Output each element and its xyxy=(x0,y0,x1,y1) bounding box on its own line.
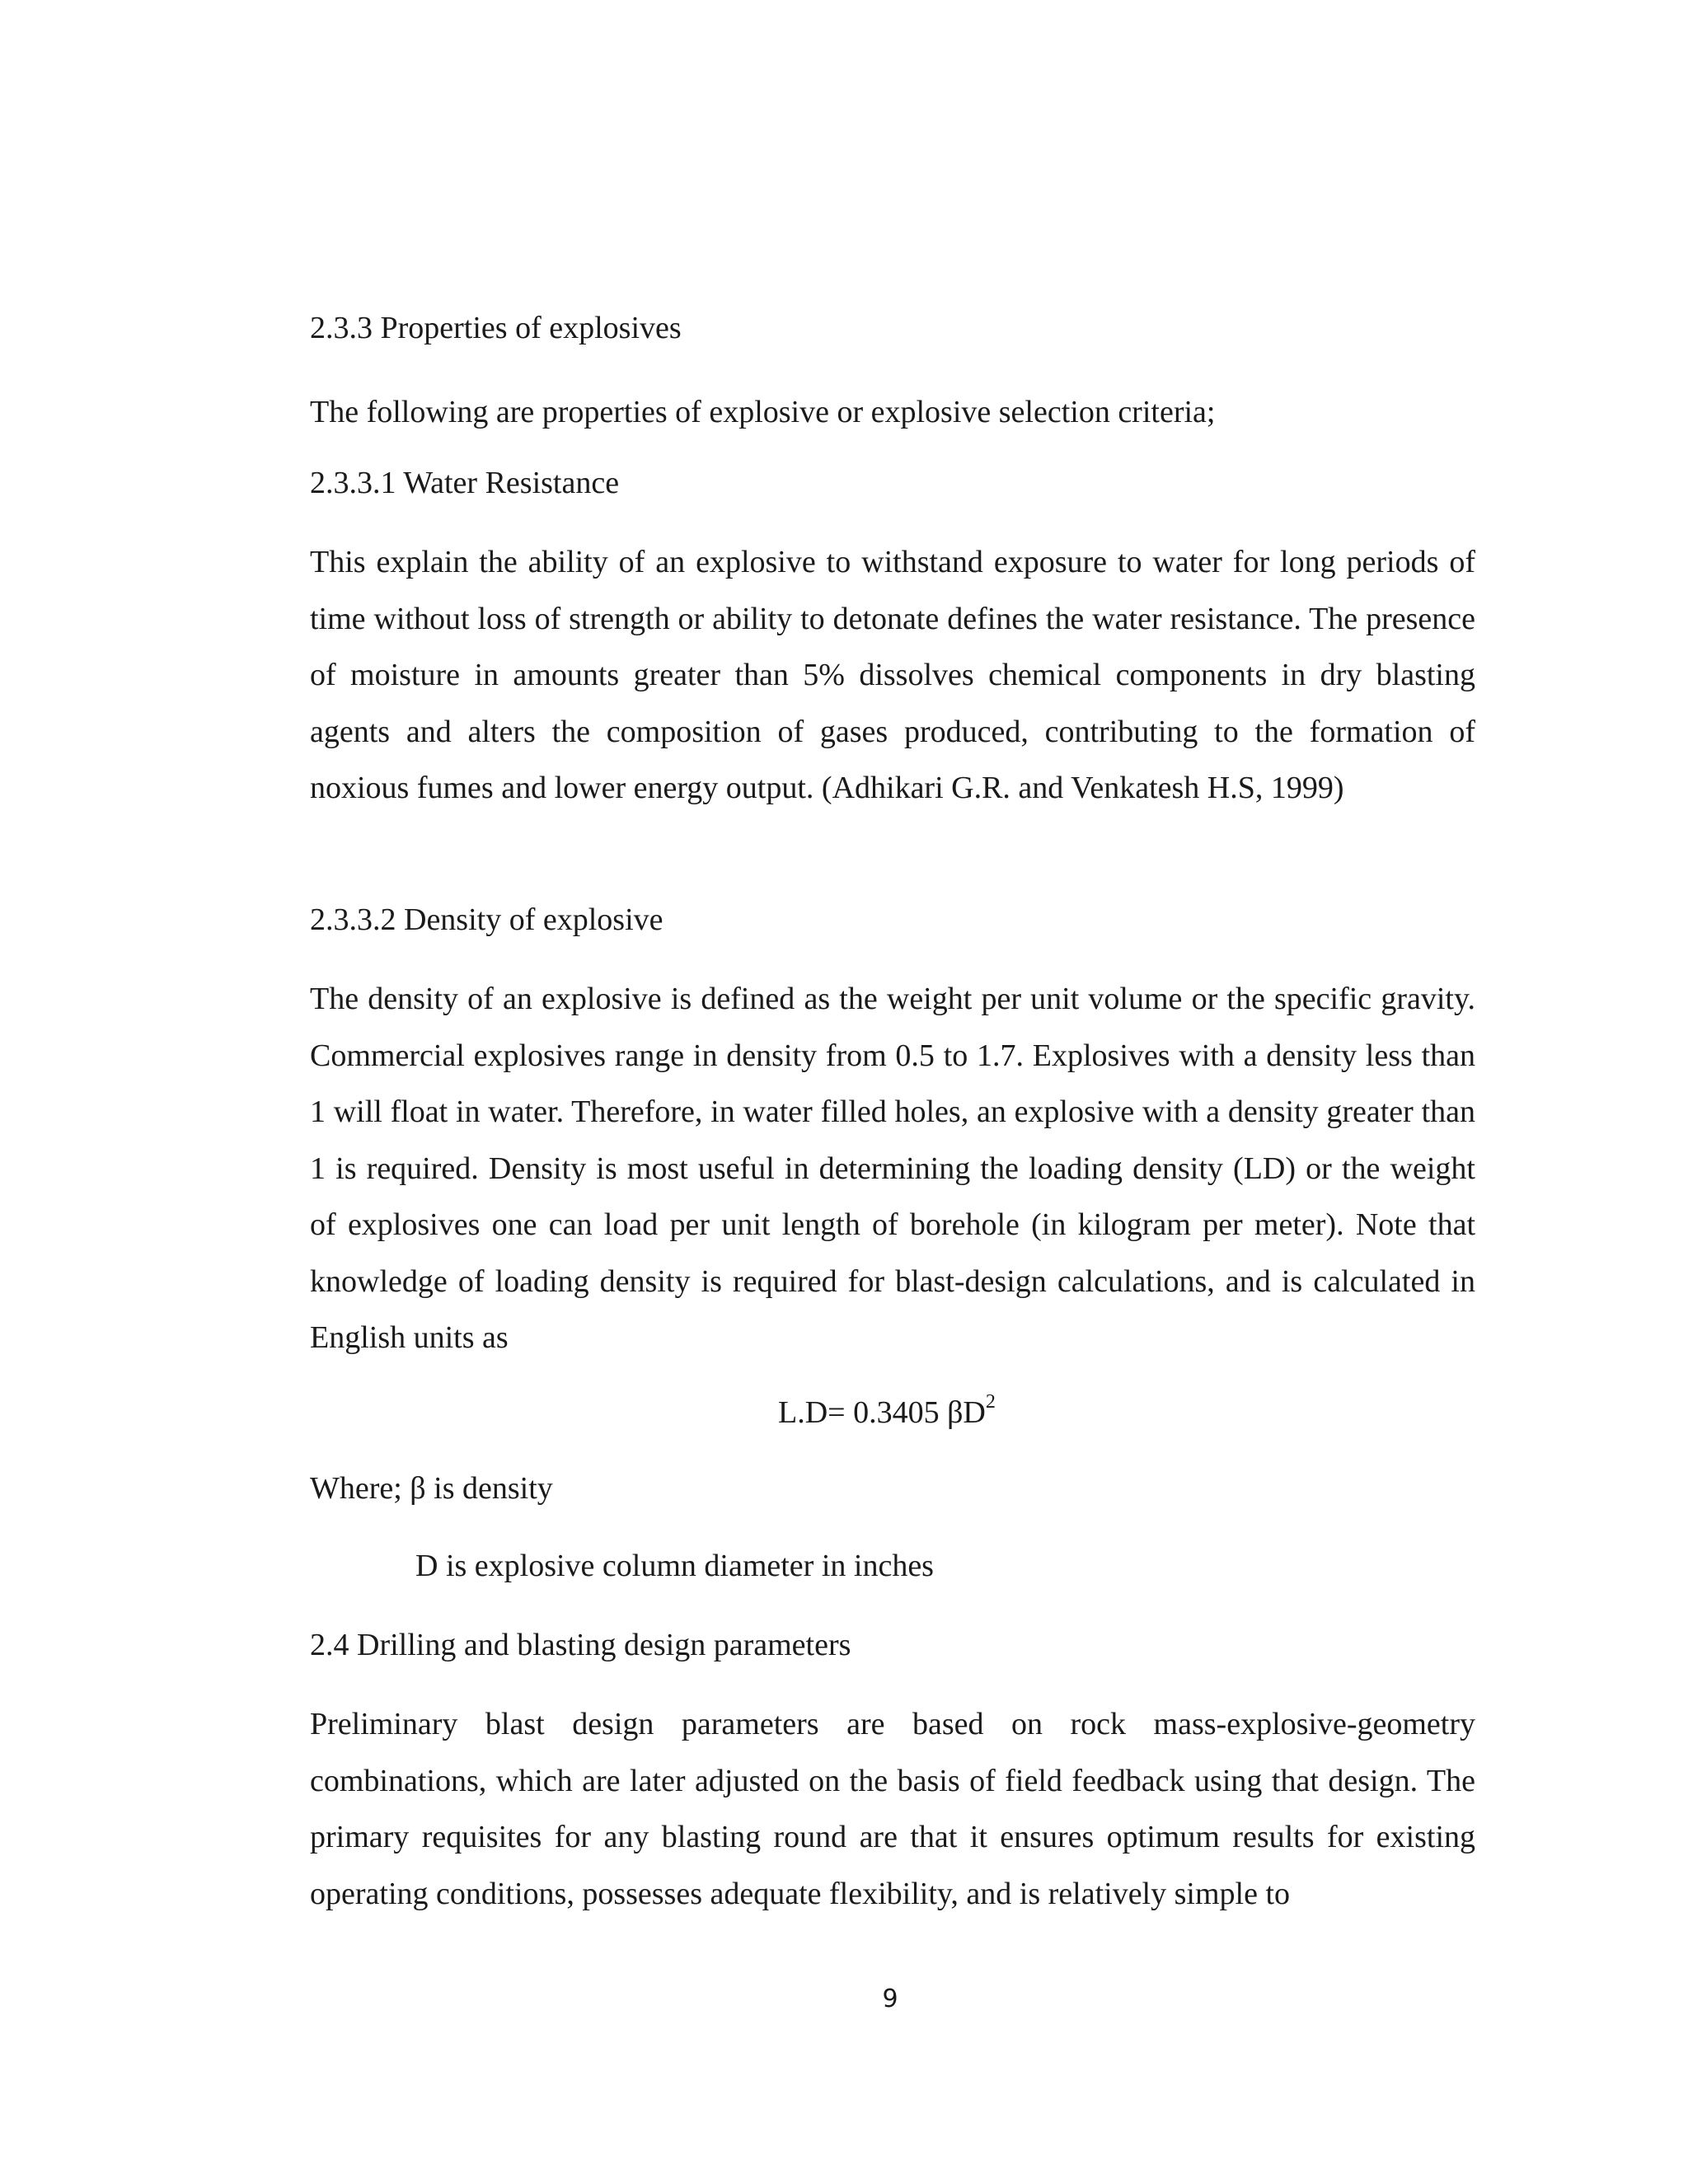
formula-exponent: 2 xyxy=(985,1391,996,1413)
section-heading-2-3-3-1: 2.3.3.1 Water Resistance xyxy=(310,466,620,500)
section-heading-2-3-3: 2.3.3 Properties of explosives xyxy=(310,311,682,345)
section-heading-2-4: 2.4 Drilling and blasting design parameters xyxy=(310,1628,851,1662)
where-line-2: D is explosive column diameter in inches xyxy=(415,1549,934,1583)
where-line-1: Where; β is density xyxy=(310,1471,553,1506)
design-parameters-paragraph: Preliminary blast design parameters are based on rock mass-explosive-geometry combinations, which are later adjusted on the basis of field feedback using that design. The primary requisites for any blasting round are that it ensures optimum results for existing operating conditions, possesses adequate flexibility, and is relatively simple to xyxy=(310,1707,1475,1911)
intro-paragraph: The following are properties of explosive or explosive selection criteria; xyxy=(310,395,1216,429)
density-paragraph: The density of an explosive is defined as the weight per unit volume or the specific gravity. Commercial explosives range in density from 0.5 to 1.7. Explosives with a density less than 1 will float in water. Therefore, in water filled holes, an explosive with a density greater than 1 is required. Density is most useful in determining the loading density (LD) or the weight of explosives one can load per unit length of borehole (in kilogram per meter). Note that knowledge of loading density is required for blast-design calculations, and is calculated in English units as xyxy=(310,982,1475,1355)
formula-main: L.D= 0.3405 βD xyxy=(778,1395,986,1430)
loading-density-formula xyxy=(778,1393,996,1432)
section-heading-2-3-3-2: 2.3.3.2 Density of explosive xyxy=(310,902,663,937)
page-number: 9 xyxy=(882,1985,898,2013)
water-resistance-paragraph: This explain the ability of an explosive to withstand exposure to water for long periods of time without loss of strength or ability to detonate defines the water resistance. The presence of moisture in amounts greater than 5% dissolves chemical components in dry blasting agents and alters the composition of gases produced, contributing to the formation of noxious fumes and lower energy output. (Adhikari G.R. and Venkatesh H.S, 1999) xyxy=(310,545,1475,805)
